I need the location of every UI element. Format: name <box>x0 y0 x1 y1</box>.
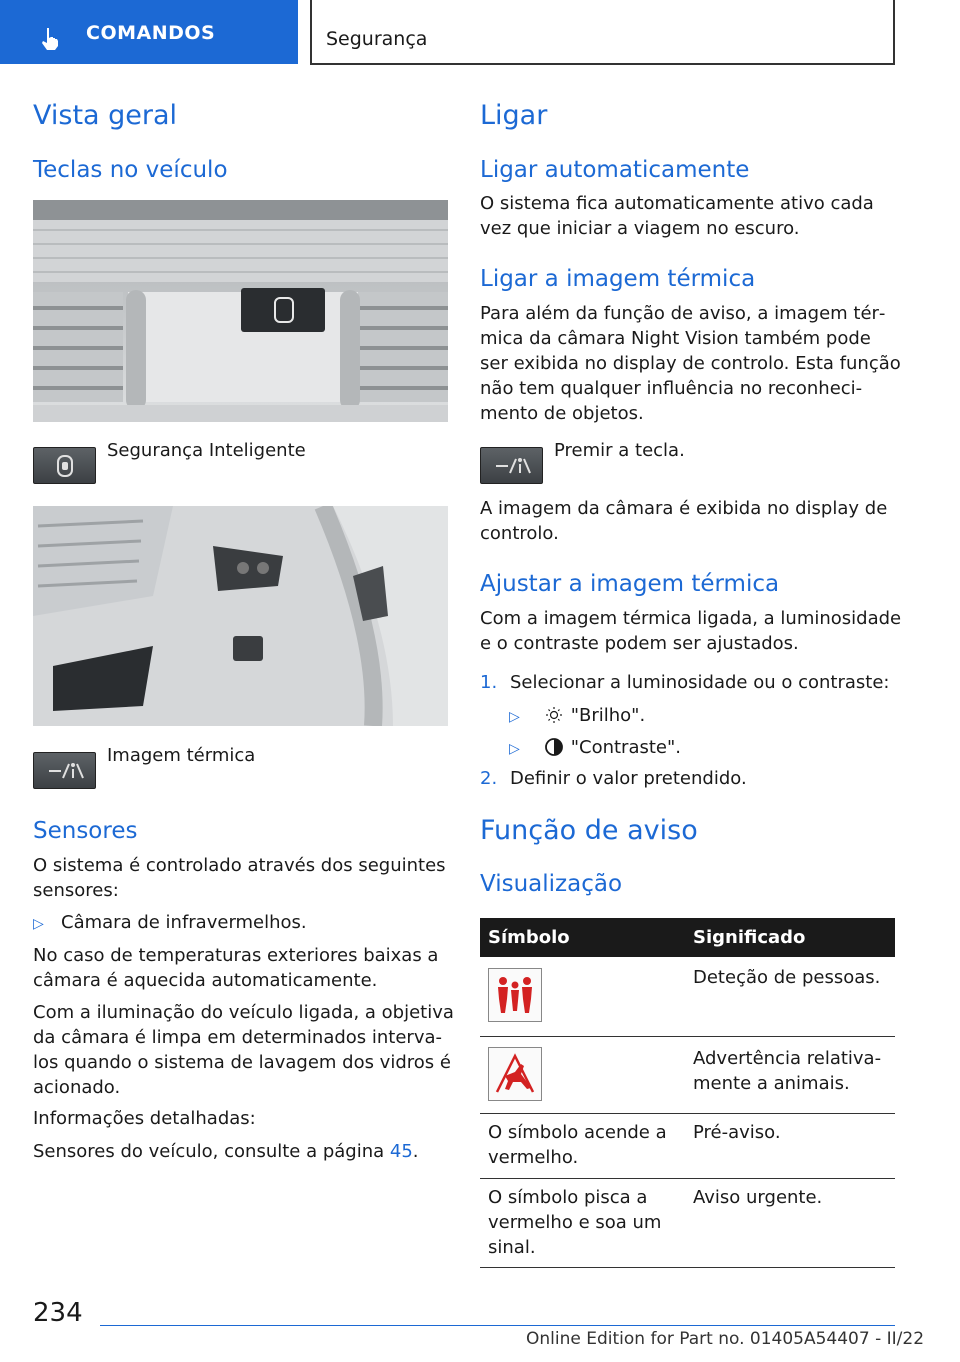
table-row <box>480 1114 895 1179</box>
steering-column-photo <box>33 506 448 726</box>
heading-switch-on: Ligar <box>480 100 548 131</box>
contrast-icon <box>543 737 565 757</box>
text-line: mento de objetos. <box>480 403 644 424</box>
symbol-cell <box>488 1047 542 1101</box>
symbol-cell <box>488 968 542 1022</box>
step-item <box>480 766 747 791</box>
table-header <box>480 918 895 957</box>
step-number: 2. <box>480 768 498 789</box>
hand-pointer-icon <box>38 26 64 52</box>
step-text: Definir o valor pretendido. <box>510 768 747 789</box>
heading-vehicle-buttons: Teclas no veículo <box>33 157 228 183</box>
text-line: acionado. <box>33 1077 121 1098</box>
text-line: Com a iluminação do veículo ligada, a objetiva <box>33 1002 454 1023</box>
animal-warning-icon <box>489 1048 541 1100</box>
triangle-bullet-icon: ▷ <box>33 916 44 932</box>
paragraph <box>480 606 901 656</box>
sub-bullet-text: "Contraste". <box>570 737 682 758</box>
sub-bullet <box>509 703 645 730</box>
meaning-cell: Pré-aviso. <box>693 1122 781 1143</box>
text-line: vez que iniciar a viagem no escuro. <box>480 218 800 239</box>
header-divider <box>893 0 895 64</box>
text-line: não tem qualquer influência no reconheci‐ <box>480 378 863 399</box>
step-item <box>480 670 889 695</box>
step-number: 1. <box>480 672 498 693</box>
text-line: vermelho e soa um <box>488 1212 662 1233</box>
edition-text: Online Edition for Part no. 01405A54407 - II/22 <box>526 1329 925 1349</box>
intelligent-safety-label: Segurança Inteligente <box>107 440 306 461</box>
thermal-image-button-image <box>480 447 543 484</box>
header-divider <box>310 63 895 65</box>
intelligent-safety-button-image <box>33 447 96 484</box>
paragraph <box>480 496 887 546</box>
table-header-cell: Símbolo <box>488 927 570 948</box>
text-line: O símbolo pisca a <box>488 1187 648 1208</box>
text-line: O sistema é controlado através dos seguintes <box>33 855 446 876</box>
bullet-text: Câmara de infravermelhos. <box>61 912 307 933</box>
heading-sensors: Sensores <box>33 818 138 844</box>
thermal-image-label: Imagem térmica <box>107 745 256 766</box>
text-line: A imagem da câmara é exibida no display de <box>480 498 888 519</box>
dashboard-photo <box>33 200 448 422</box>
text-line: Com a imagem térmica ligada, a luminosidade <box>480 608 902 629</box>
meaning-cell <box>693 1046 881 1096</box>
text-line: ser exibida no display de controlo. Esta função <box>480 353 901 374</box>
chapter-tab <box>0 0 298 64</box>
text-line: O sistema fica automaticamente ativo cada <box>480 193 874 214</box>
triangle-bullet-icon: ▷ <box>509 741 520 757</box>
text-line: da câmara é limpa em determinados interva‐ <box>33 1027 443 1048</box>
section-title: Segurança <box>326 28 428 50</box>
night-vision-icon <box>492 456 532 476</box>
step-text: Selecionar a luminosidade ou o contraste: <box>510 672 890 693</box>
heading-overview: Vista geral <box>33 100 178 131</box>
text-line: Advertência relativa‐ <box>693 1048 882 1069</box>
sub-bullet <box>509 735 681 762</box>
table-row <box>480 1179 895 1268</box>
heading-warning-function: Função de aviso <box>480 815 698 846</box>
paragraph <box>480 191 874 241</box>
header-divider <box>310 0 312 64</box>
text-line: los quando o sistema de lavagem dos vidros é <box>33 1052 451 1073</box>
text-line: mente a animais. <box>693 1073 850 1094</box>
page-number: 234 <box>33 1298 83 1328</box>
text-line: Para além da função de aviso, a imagem tér‐ <box>480 303 886 324</box>
heading-adjust-thermal: Ajustar a imagem térmica <box>480 571 780 597</box>
heading-thermal-on: Ligar a imagem térmica <box>480 266 756 292</box>
paragraph: Informações detalhadas: <box>33 1108 256 1129</box>
sensors-intro <box>33 853 446 903</box>
paragraph <box>33 943 438 993</box>
night-vision-icon <box>45 761 85 781</box>
table-header-cell: Significado <box>693 927 806 948</box>
text-line: No caso de temperaturas exteriores baixas a <box>33 945 439 966</box>
footer-divider <box>100 1325 895 1326</box>
paragraph <box>33 1000 454 1100</box>
table-row <box>480 957 895 1037</box>
thermal-image-button-image <box>33 752 96 789</box>
text-line: mica da câmara Night Vision também pode <box>480 328 871 349</box>
heading-auto-on: Ligar automaticamente <box>480 157 750 183</box>
paragraph <box>480 301 901 426</box>
intelligent-safety-icon <box>55 454 75 478</box>
meaning-cell: Aviso urgente. <box>693 1187 823 1208</box>
text-line: O símbolo acende a <box>488 1122 667 1143</box>
meaning-cell: Deteção de pessoas. <box>693 967 881 988</box>
brightness-icon <box>543 706 565 724</box>
heading-visualization: Visualização <box>480 871 623 897</box>
triangle-bullet-icon: ▷ <box>509 709 520 725</box>
text-span: Sensores do veículo, consulte a página <box>33 1141 390 1162</box>
text-span: . <box>412 1141 419 1162</box>
symbol-cell <box>488 1120 667 1170</box>
symbol-cell <box>488 1185 661 1260</box>
page-link[interactable]: 45 <box>389 1141 413 1162</box>
press-key-text: Premir a tecla. <box>554 440 685 461</box>
table-row <box>480 1037 895 1114</box>
text-line: sensores: <box>33 880 119 901</box>
chapter-label: COMANDOS <box>86 22 216 44</box>
text-line: câmara é aquecida automaticamente. <box>33 970 378 991</box>
sub-bullet-text: "Brilho". <box>570 705 646 726</box>
text-line: sinal. <box>488 1237 536 1258</box>
text-line: vermelho. <box>488 1147 579 1168</box>
person-detection-icon <box>489 969 541 1021</box>
paragraph <box>33 1139 419 1164</box>
text-line: e o contraste podem ser ajustados. <box>480 633 799 654</box>
bullet-item <box>33 910 307 937</box>
text-line: controlo. <box>480 523 559 544</box>
